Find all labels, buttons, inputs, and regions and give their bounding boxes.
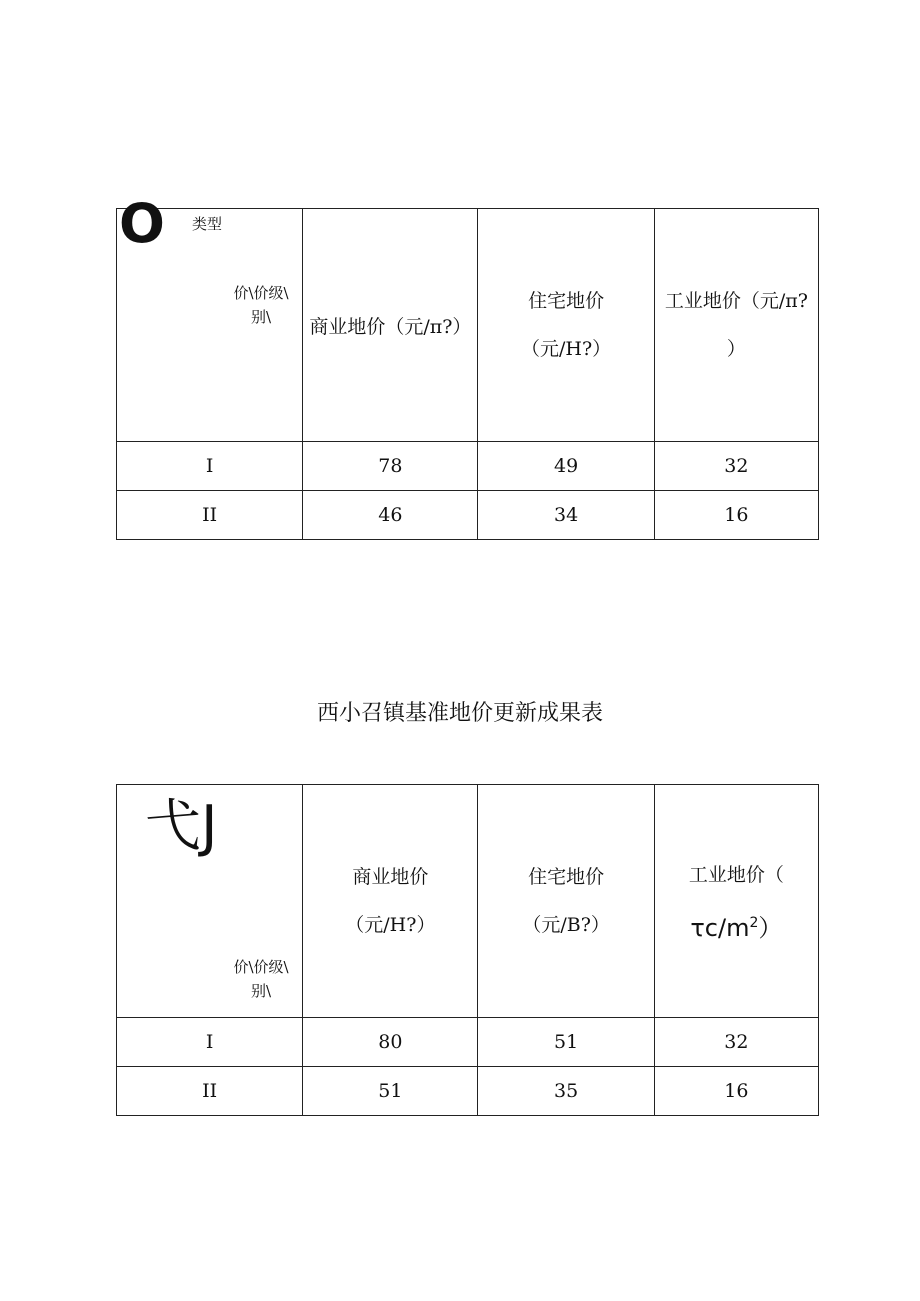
residential-value-cell: 49	[478, 442, 654, 491]
residential-price-unit: （元/B?）	[522, 914, 610, 936]
industrial-value-cell: 16	[654, 491, 818, 540]
table-header-row	[117, 785, 819, 1018]
industrial-value-cell: 32	[654, 1018, 818, 1067]
price-table-2	[116, 784, 819, 1116]
industrial-unit-superscript: 2	[749, 914, 759, 931]
commercial-value-cell: 46	[303, 491, 478, 540]
industrial-price-label: 工业地价（	[688, 863, 784, 886]
commercial-value-cell: 51	[303, 1067, 478, 1116]
grade-cell: II	[117, 1067, 303, 1116]
corner-grade-label-line1: 价\价级\	[233, 958, 289, 976]
commercial-value-cell: 78	[303, 442, 478, 491]
commercial-value-cell: 80	[303, 1018, 478, 1067]
residential-price-header	[478, 785, 654, 1018]
industrial-price-label: 工业地价（元/π?	[664, 290, 808, 312]
grade-cell: I	[117, 1018, 303, 1067]
industrial-price-unit	[655, 899, 818, 952]
corner-header-cell	[117, 785, 303, 1018]
commercial-price-header	[303, 209, 478, 442]
grade-cell: I	[117, 442, 303, 491]
commercial-price-label: 商业地价（元/π?）	[309, 315, 472, 338]
industrial-price-unit: ）	[726, 338, 746, 360]
residential-price-label: 住宅地价	[528, 290, 605, 312]
corner-mark: O	[119, 192, 165, 255]
corner-mark: 弋J	[145, 794, 218, 859]
industrial-unit-text: τc/m	[690, 913, 750, 942]
table-row	[117, 442, 819, 491]
residential-price-unit: （元/H?）	[521, 338, 612, 360]
corner-header-cell	[117, 192, 303, 442]
corner-grade-label-line1: 价\价级\	[233, 284, 289, 302]
residential-price-header	[478, 209, 654, 442]
commercial-price-label: 商业地价	[352, 866, 429, 888]
industrial-price-header	[654, 785, 818, 1018]
industrial-value-cell: 32	[654, 442, 818, 491]
price-table-1	[116, 192, 819, 540]
industrial-price-header	[654, 209, 818, 442]
industrial-unit-close: ）	[758, 913, 783, 942]
corner-type-label: 类型	[192, 215, 223, 233]
corner-grade-label-line2: 别\	[250, 982, 272, 1000]
commercial-price-header	[303, 785, 478, 1018]
table-title: 西小召镇基准地价更新成果表	[316, 701, 603, 726]
table-row	[117, 1018, 819, 1067]
residential-value-cell: 35	[478, 1067, 654, 1116]
commercial-price-unit: （元/H?）	[345, 914, 436, 936]
table-header-row	[117, 209, 819, 442]
corner-grade-label-line2: 别\	[250, 308, 272, 326]
residential-price-label: 住宅地价	[528, 866, 605, 888]
industrial-value-cell: 16	[654, 1067, 818, 1116]
table-row	[117, 1067, 819, 1116]
residential-value-cell: 34	[478, 491, 654, 540]
residential-value-cell: 51	[478, 1018, 654, 1067]
grade-cell: II	[117, 491, 303, 540]
table-row	[117, 491, 819, 540]
